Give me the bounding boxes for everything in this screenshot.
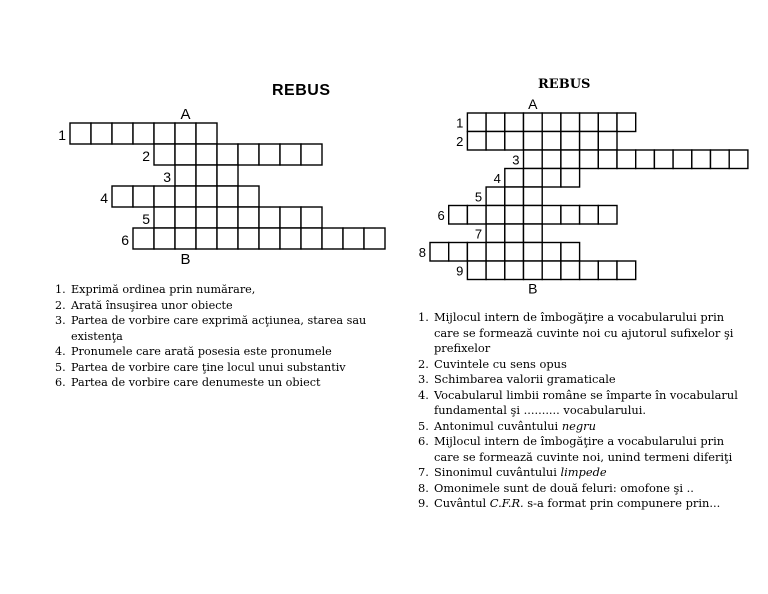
clue-text: Partea de vorbire care exprimă acţiunea, starea sau existenţa bbox=[71, 314, 367, 343]
clue-item-6 bbox=[418, 434, 748, 465]
clue-text: Arată însuşirea unor obiecte bbox=[71, 298, 233, 312]
crossword-cell[interactable] bbox=[467, 243, 486, 262]
clue-number: 5. bbox=[418, 418, 429, 433]
row-number: 7 bbox=[474, 226, 483, 242]
clue-number: 4. bbox=[418, 387, 429, 402]
row-number: 8 bbox=[418, 245, 426, 260]
crossword-row-8 bbox=[419, 243, 580, 262]
clue-number: 1. bbox=[55, 283, 66, 296]
clue-item-4 bbox=[55, 344, 375, 360]
clue-item-7 bbox=[418, 465, 748, 481]
crossword-cell[interactable] bbox=[486, 243, 505, 262]
left-clue-list bbox=[55, 282, 375, 391]
crossword-cell[interactable] bbox=[561, 150, 580, 169]
clue-text-after: s-a format prin compunere prin... bbox=[523, 496, 721, 510]
clue-emphasis: negru bbox=[561, 418, 596, 433]
clue-text: Mijlocul intern de îmbogăţire a vocabularului prin care se formează cuvinte noi, unind termeni diferiţi bbox=[434, 434, 733, 464]
crossword-cell[interactable] bbox=[711, 150, 730, 169]
clue-number: 6. bbox=[55, 376, 66, 389]
clue-text: Partea de vorbire care denumeste un obiect bbox=[71, 376, 321, 389]
column-label-top: A bbox=[180, 106, 191, 123]
crossword-cell[interactable] bbox=[692, 150, 711, 169]
crossword-cell[interactable] bbox=[524, 187, 543, 206]
crossword-cell[interactable] bbox=[542, 150, 561, 169]
crossword-cell[interactable] bbox=[654, 150, 673, 169]
crossword-cell[interactable] bbox=[542, 243, 561, 262]
crossword-cell[interactable] bbox=[505, 113, 524, 132]
clue-text: Antonimul cuvântului bbox=[434, 418, 562, 433]
crossword-cell[interactable] bbox=[542, 261, 561, 280]
clue-text: Omonimele sunt de două feluri: omofone şi .. bbox=[434, 480, 694, 495]
clue-item-5 bbox=[55, 360, 375, 376]
crossword-row-1 bbox=[456, 113, 636, 132]
clue-text: Cuvântul bbox=[434, 496, 490, 510]
clue-text: Exprimă ordinea prin numărare, bbox=[71, 283, 256, 296]
column-label-bottom: B bbox=[528, 280, 538, 297]
crossword-row-9 bbox=[456, 261, 636, 280]
clue-number: 9. bbox=[418, 496, 429, 510]
clue-emphasis: limpede bbox=[560, 465, 607, 479]
crossword-cell[interactable] bbox=[561, 169, 580, 188]
clue-text: Partea de vorbire care ţine locul unui substantiv bbox=[71, 360, 346, 374]
crossword-cell[interactable] bbox=[486, 113, 505, 132]
crossword-cell[interactable] bbox=[524, 132, 543, 151]
clue-item-6 bbox=[55, 375, 375, 391]
crossword-cell[interactable] bbox=[524, 261, 543, 280]
clue-item-1 bbox=[55, 282, 375, 298]
crossword-cell[interactable] bbox=[505, 243, 524, 262]
row-number: 1 bbox=[456, 115, 464, 131]
row-number: 5 bbox=[474, 189, 483, 205]
crossword-cell[interactable] bbox=[580, 150, 599, 169]
row-number: 3 bbox=[163, 169, 171, 185]
crossword-cell[interactable] bbox=[505, 261, 524, 280]
crossword-cell[interactable] bbox=[505, 206, 524, 225]
clue-item-4 bbox=[418, 388, 748, 419]
crossword-cell[interactable] bbox=[561, 113, 580, 132]
crossword-row-2 bbox=[456, 132, 617, 151]
row-number: 6 bbox=[437, 208, 445, 223]
crossword-cell[interactable] bbox=[449, 206, 468, 225]
crossword-row-7 bbox=[475, 224, 542, 243]
clue-number: 6. bbox=[418, 434, 429, 448]
crossword-cell[interactable] bbox=[542, 113, 561, 132]
clue-number: 1. bbox=[418, 310, 429, 324]
crossword-cell[interactable] bbox=[505, 187, 524, 206]
crossword-cell[interactable] bbox=[617, 150, 636, 169]
clue-number: 4. bbox=[55, 345, 66, 358]
crossword-cell[interactable] bbox=[467, 206, 486, 225]
clue-text: Schimbarea valorii gramaticale bbox=[434, 372, 616, 386]
clue-item-9 bbox=[418, 496, 748, 512]
crossword-cell[interactable] bbox=[524, 224, 543, 243]
crossword-cell[interactable] bbox=[598, 261, 617, 280]
crossword-cell[interactable] bbox=[467, 261, 486, 280]
crossword-cell[interactable] bbox=[580, 132, 599, 151]
clue-number: 3. bbox=[55, 314, 66, 327]
row-number: 5 bbox=[142, 211, 150, 227]
crossword-cell[interactable] bbox=[561, 206, 580, 225]
clue-item-2 bbox=[55, 298, 375, 314]
crossword-cell[interactable] bbox=[542, 206, 561, 225]
clue-number: 2. bbox=[418, 356, 429, 371]
crossword-cell[interactable] bbox=[486, 261, 505, 280]
crossword-cell[interactable] bbox=[524, 206, 543, 225]
crossword-cell[interactable] bbox=[524, 169, 543, 188]
crossword-row-4 bbox=[494, 169, 580, 188]
crossword-cell[interactable] bbox=[467, 132, 486, 151]
crossword-cell[interactable] bbox=[486, 206, 505, 225]
clue-emphasis: C.F.R. bbox=[489, 496, 524, 510]
crossword-cell[interactable] bbox=[449, 243, 468, 262]
crossword-cell[interactable] bbox=[673, 150, 692, 169]
column-label-top: A bbox=[528, 96, 538, 112]
crossword-cell[interactable] bbox=[505, 132, 524, 151]
crossword-cell[interactable] bbox=[467, 113, 486, 132]
crossword-cell[interactable] bbox=[561, 132, 580, 151]
clue-item-3 bbox=[55, 313, 375, 344]
row-number: 6 bbox=[121, 232, 129, 248]
crossword-cell[interactable] bbox=[430, 243, 449, 262]
clue-text: Cuvintele cu sens opus bbox=[434, 356, 567, 371]
row-number: 4 bbox=[493, 171, 501, 186]
clue-item-3 bbox=[418, 372, 748, 388]
clue-item-1 bbox=[418, 310, 748, 357]
clue-number: 3. bbox=[418, 372, 429, 386]
crossword-cell[interactable] bbox=[636, 150, 655, 169]
left-rebus-title: REBUS bbox=[272, 82, 331, 99]
crossword-cell[interactable] bbox=[505, 224, 524, 243]
crossword-cell[interactable] bbox=[505, 169, 524, 188]
crossword-cell[interactable] bbox=[561, 261, 580, 280]
clue-number: 5. bbox=[55, 360, 66, 374]
crossword-cell[interactable] bbox=[580, 206, 599, 225]
crossword-cell[interactable] bbox=[598, 150, 617, 169]
row-number: 2 bbox=[456, 134, 464, 149]
clue-text: Vocabularul limbii române se împarte în vocabularul fundamental şi .......... vocabularului. bbox=[434, 387, 738, 417]
crossword-cell[interactable] bbox=[580, 113, 599, 132]
crossword-row-3 bbox=[512, 150, 748, 169]
crossword-cell[interactable] bbox=[524, 113, 543, 132]
crossword-cell[interactable] bbox=[542, 169, 561, 188]
row-number: 9 bbox=[456, 263, 464, 279]
crossword-cell[interactable] bbox=[580, 261, 599, 280]
clue-item-2 bbox=[418, 357, 748, 373]
crossword-cell[interactable] bbox=[524, 243, 543, 262]
clue-number: 2. bbox=[55, 298, 66, 312]
clue-item-5 bbox=[418, 419, 748, 435]
right-clue-list bbox=[418, 310, 748, 512]
crossword-cell[interactable] bbox=[542, 132, 561, 151]
clue-number: 7. bbox=[418, 465, 429, 479]
crossword-cell[interactable] bbox=[598, 132, 617, 151]
crossword-cell[interactable] bbox=[524, 150, 543, 169]
crossword-cell[interactable] bbox=[486, 187, 505, 206]
column-label-bottom: B bbox=[180, 251, 191, 268]
row-number: 4 bbox=[100, 190, 108, 206]
crossword-row-5 bbox=[475, 187, 542, 206]
clue-text: Mijlocul intern de îmbogăţire a vocabularului prin care se formează cuvinte noi cu ajutorul sufixelor şi prefixelor bbox=[434, 310, 734, 355]
crossword-cell[interactable] bbox=[561, 243, 580, 262]
clue-number: 8. bbox=[418, 480, 429, 495]
crossword-cell[interactable] bbox=[486, 132, 505, 151]
right-rebus-title: REBUS bbox=[538, 77, 591, 92]
clue-text: Sinonimul cuvântului bbox=[434, 465, 561, 479]
crossword-cell[interactable] bbox=[598, 113, 617, 132]
clue-item-8 bbox=[418, 481, 748, 497]
crossword-cell[interactable] bbox=[486, 224, 505, 243]
row-number: 2 bbox=[142, 148, 150, 164]
crossword-cell[interactable] bbox=[598, 206, 617, 225]
row-number: 3 bbox=[512, 152, 520, 168]
crossword-cell[interactable] bbox=[617, 113, 636, 132]
crossword-row-6 bbox=[437, 206, 617, 225]
crossword-cell[interactable] bbox=[729, 150, 748, 169]
crossword-cell[interactable] bbox=[617, 261, 636, 280]
clue-text: Pronumele care arată posesia este pronumele bbox=[71, 345, 332, 358]
row-number: 1 bbox=[58, 127, 66, 143]
